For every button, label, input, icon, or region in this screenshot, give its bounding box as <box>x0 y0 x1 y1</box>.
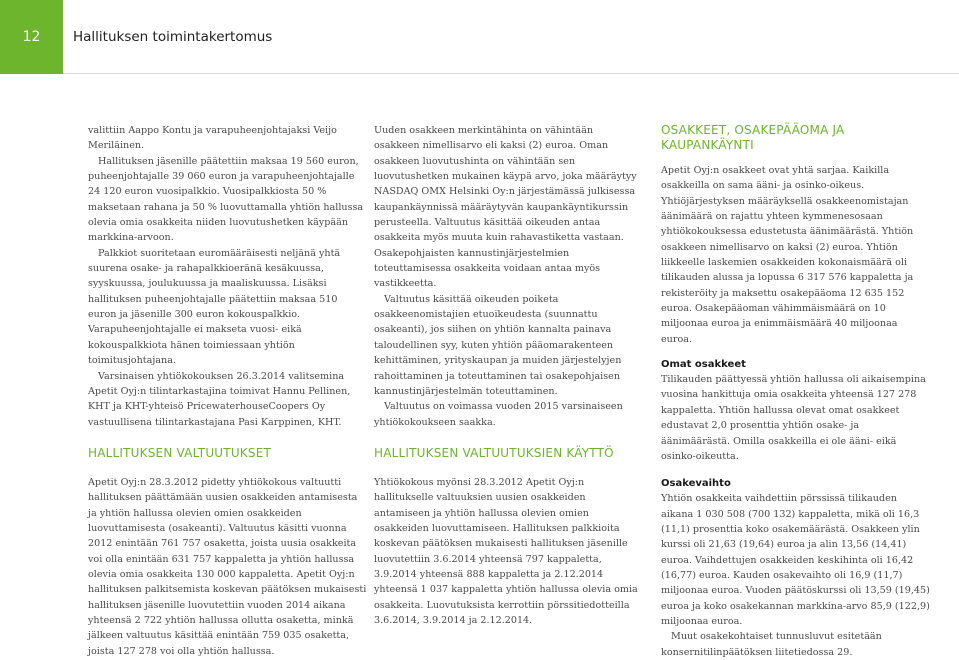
paragraph: Hallituksen jäsenille päätettiin maksaa 19 560 euron, puheenjohtajalle 39 060 euron ja varapuheenjohtajalle 24 120 euron vuosipalkkio. Vuosipalkkiosta 50 % maksetaan rahana ja 50 % luovuttamalla yhtiön hallussa olevia omia osakkeita niiden luovutushetken käypään markkina-arvoon. <box>88 155 364 244</box>
page-number: 12 <box>0 0 63 74</box>
subheading-share-trading: Osakevaihto <box>661 478 731 490</box>
paragraph: valittiin Aappo Kontu ja varapuheenjohtajaksi Veijo Meriläinen. <box>88 125 337 152</box>
text-column-1 <box>88 123 368 659</box>
section-heading: HALLITUKSEN VALTUUTUKSET <box>88 445 272 460</box>
paragraph: Tilikauden päättyessä yhtiön hallussa oli aikaisempina vuosina hankittuja omia osakkeita yhteensä 127 278 kappaletta. Yhtiön hallussa olevat omat osakkeet edustavat 2,0 prosenttia yhtiön osake- ja äänimäärästä. Omilla osakkeilla ei ole ääni- eikä osinko-oikeutta. <box>661 374 926 462</box>
paragraph: Palkkiot suoritetaan euromääräisesti neljänä yhtä suurena osake- ja rahapalkkioeränä kesäkuussa, syyskuussa, joulukuussa ja maaliskuussa. Lisäksi hallituksen puheenjohtajalle päätettiin maksaa 510 euron ja jäsenille 300 euron kokouspalkkio. Varapuheenjohtajalle ei makseta vuosi- eikä kokouspalkkiota hänen toimiessaan yhtiön toimitusjohtajana. <box>88 247 341 367</box>
header-divider <box>63 73 959 74</box>
section-heading: OSAKKEET, OSAKEPÄÄOMA JA KAUPANKÄYNTI <box>661 123 845 152</box>
paragraph: Yhtiön osakkeita vaihdettiin pörssissä tilikauden aikana 1 030 508 (700 132) kappaletta, mikä oli 16,3 (11,1) prosenttia koko osakemäärästä. Osakkeen ylin kurssi oli 21,63 (19,64) euroa ja alin 13,56 (14,41) euroa. Vaihdettujen osakkeiden keskihinta oli 16,42 (16,77) euroa. Kauden osakevaihto oli 16,9 (11,7) miljoonaa euroa. Vuoden päätöskurssi oli 13,59 (19,45) euroa ja koko osakekannan markkina-arvo 85,9 (122,9) miljoonaa euroa. <box>661 493 930 627</box>
paragraph: Yhtiökokous myönsi 28.3.2012 Apetit Oyj:n hallitukselle valtuuksien uusien osakkeiden antamiseen ja yhtiön hallussa olevien omien osakkeiden luovuttamiseen. Hallituksen palkkioita koskevan päätöksen mukaisesti hallituksen jäsenille luovutettiin 3.6.2014 yhteensä 797 kappaletta, 3.9.2014 yhteensä 888 kappaletta ja 2.12.2014 yhteensä 1 037 kappaletta yhtiön hallussa olevia omia osakkeita. Luovutuksista kerrottiin pörssitiedotteilla 3.6.2014, 3.9.2014 ja 2.12.2014. <box>374 476 638 626</box>
section-heading: HALLITUKSEN VALTUUTUKSIEN KÄYTTÖ <box>374 445 614 460</box>
text-column-2 <box>374 123 638 628</box>
paragraph: Varsinaisen yhtiökokouksen 26.3.2014 valitsemina Apetit Oyj:n tilintarkastajina toimivat Hannu Pellinen, KHT ja KHT-yhteisö PricewaterhouseCoopers Oy vastuullisena tilintarkastajana Pasi Karppinen, KHT. <box>88 370 351 428</box>
paragraph: Apetit Oyj:n osakkeet ovat yhtä sarjaa. Kaikilla osakkeilla on sama ääni- ja osinko-oikeus. Yhtiöjärjestyksen määräyksellä osakkeenomistajan äänimäärä on rajattu yhteen kymmenesosaan yhtiökokouksessa edustetusta äänimäärästä. Yhtiön osakkeen nimellisarvo on kaksi (2) euroa. Yhtiön liikkeelle laskemien osakkeiden kokonaismäärä oli tilikauden alussa ja lopussa 6 317 576 kappaletta ja rekisteröity ja maksettu osakepääoma 12 635 152 euroa. Osakepääoman vähimmäismäärä on 10 miljoonaa euroa ja enimmäismäärä 40 miljoonaa euroa. <box>661 165 914 345</box>
page-header <box>0 0 959 74</box>
section-title: Hallituksen toimintakertomus <box>73 29 273 45</box>
paragraph: Uuden osakkeen merkintähinta on vähintään osakkeen nimellisarvo eli kaksi (2) euroa. Oman osakkeen luovutushinta on vähintään sen luovutushetken mukainen käypä arvo, joka määräytyy NASDAQ OMX Helsinki Oy:n järjestämässä julkisessa kaupankäynnissä määräytyvän kaupankäyntikurssin perusteella. Valtuutus käsittää oikeuden antaa osakkeita myös muuta kuin rahavastiketta vastaan. Osakepohjaisten kannustinjärjestelmien toteuttamisessa osakkeita voidaan antaa myös vastikkeetta. <box>374 125 637 290</box>
subheading-own-shares: Omat osakkeet <box>661 359 746 371</box>
paragraph: Muut osakekohtaiset tunnusluvut esitetään konsernitilinpäätöksen liitetiedossa 29. <box>661 631 882 658</box>
text-column-3 <box>661 123 931 660</box>
paragraph: Valtuutus käsittää oikeuden poiketa osakkeenomistajien etuoikeudesta (suunnattu osakeanti), jos siihen on yhtiön kannalta painava taloudellinen syy, kuten yhtiön pääomarakenteen kehittäminen, yrityskaupan ja muiden järjestelyjen rahoittaminen ja toteuttaminen tai osakepohjaisen kannustinjärjestelmän toteuttaminen. <box>374 293 622 397</box>
paragraph: Valtuutus on voimassa vuoden 2015 varsinaiseen yhtiökokoukseen saakka. <box>374 401 623 428</box>
paragraph: Apetit Oyj:n 28.3.2012 pidetty yhtiökokous valtuutti hallituksen päättämään uusien osakkeiden antamisesta ja yhtiön hallussa olevien omien osakkeiden luovuttamisesta (osakeanti). Valtuutus käsitti vuonna 2012 enintään 761 757 osaketta, joista uusia osakkeita voi olla enintään 631 757 kappaletta ja yhtiön hallussa olevia omia osakkeita 130 000 kappaletta. Apetit Oyj:n hallituksen palkitsemista koskevan päätöksen mukaisesti hallituksen jäsenille luovutettiin vuoden 2014 aikana yhteensä 2 722 yhtiön hallussa ollutta osaketta, minkä jälkeen valtuutus käsittää enintään 759 035 osaketta, joista 127 278 voi olla yhtiön hallussa. <box>88 476 367 657</box>
